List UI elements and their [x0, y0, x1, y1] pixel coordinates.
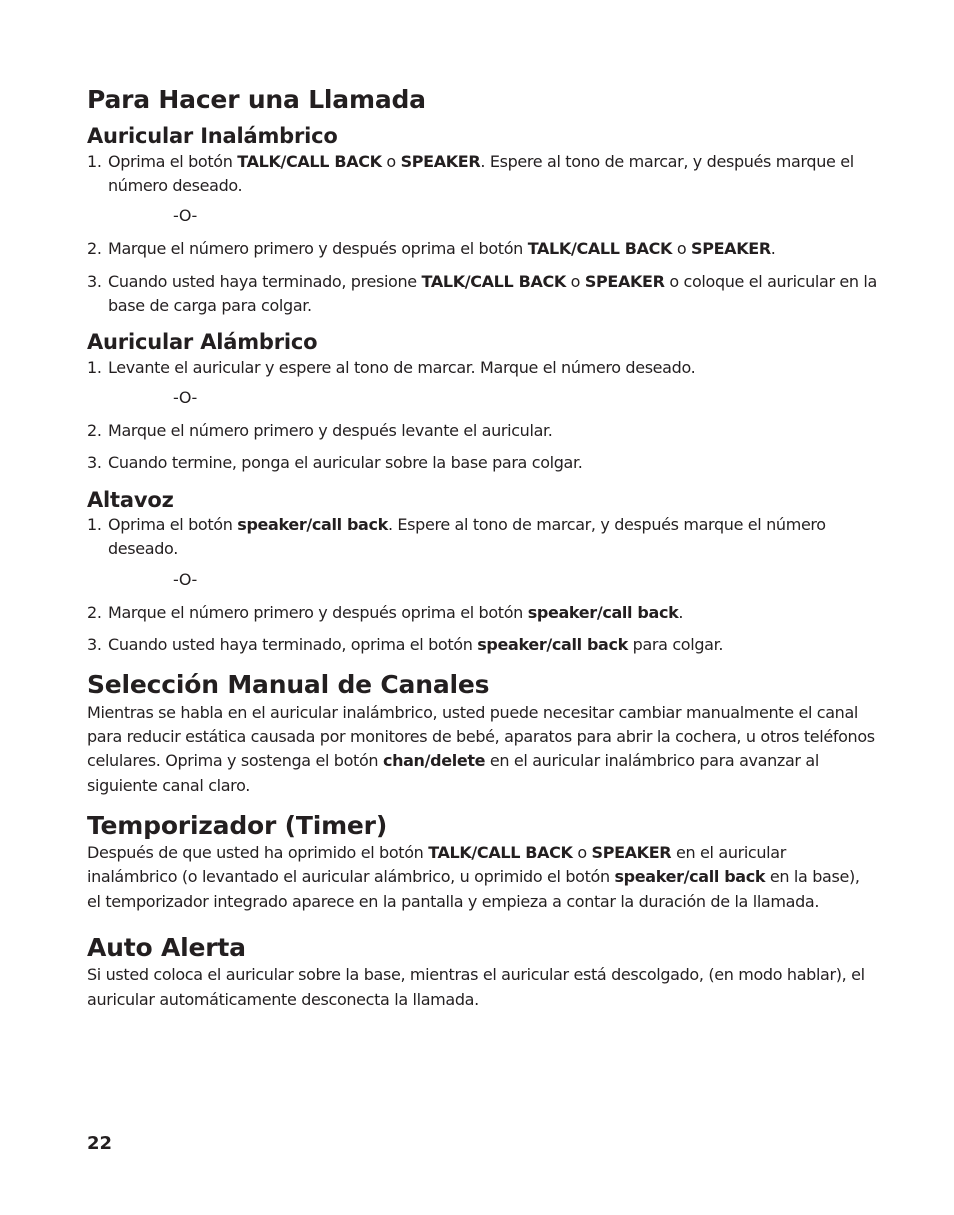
list-item: 2. Marque el número primero y después oprima el botón speaker/call back.	[87, 602, 684, 622]
or-separator: -O-	[173, 206, 197, 226]
or-separator: -O-	[173, 569, 197, 589]
paragraph-manual-channel: Mientras se habla en el auricular inalámbrico, usted puede necesitar cambiar manualmente el canal para reducir estática causada por monitores de bebé, aparatos para abrir la cochera, u otros teléfonos celulares. Oprima y sostenga el botón chan/delete en el auricular inalámbrico para avanzar al siguiente canal claro.	[87, 702, 875, 795]
paragraph-auto-alert: Si usted coloca el auricular sobre la base, mientras el auricular está descolgado, (en modo hablar), el auricular automáticamente desconecta la llamada.	[87, 965, 865, 1009]
section-title-timer: Temporizador (Timer)	[87, 810, 388, 840]
page-number: 22	[87, 1133, 113, 1154]
or-separator: -O-	[173, 387, 197, 407]
subsection-title-corded: Auricular Alámbrico	[87, 330, 318, 355]
list-item: 2. Marque el número primero y después oprima el botón TALK/CALL BACK o SPEAKER.	[87, 239, 776, 259]
paragraph-timer: Después de que usted ha oprimido el botón TALK/CALL BACK o SPEAKER en el auricular inalámbrico (o levantado el auricular alámbrico, u oprimido el botón speaker/call back en la base), el temporizador integrado aparece en la pantalla y empieza a contar la duración de la llamada.	[87, 843, 860, 911]
section-title-auto-alert: Auto Alerta	[87, 933, 246, 963]
page-content	[87, 84, 877, 1012]
speakerphone-steps	[87, 513, 877, 562]
list-item: 1. Oprima el botón TALK/CALL BACK o SPEAKER. Espere al tono de marcar, y después marque el número deseado.	[87, 151, 854, 195]
subsection-title-cordless: Auricular Inalámbrico	[87, 124, 338, 149]
list-item: 3. Cuando usted haya terminado, oprima el botón speaker/call back para colgar.	[87, 635, 724, 655]
corded-steps	[87, 356, 877, 380]
list-item: 2. Marque el número primero y después levante el auricular.	[87, 421, 553, 441]
cordless-steps	[87, 150, 877, 199]
section-title-making-call: Para Hacer una Llamada	[87, 85, 426, 114]
list-item: 3. Cuando termine, ponga el auricular sobre la base para colgar.	[87, 453, 583, 473]
subsection-title-speakerphone: Altavoz	[87, 487, 174, 512]
list-item: 1. Oprima el botón speaker/call back. Espere al tono de marcar, y después marque el número deseado.	[87, 514, 826, 559]
list-item: 1. Levante el auricular y espere al tono de marcar. Marque el número deseado.	[87, 357, 696, 377]
section-title-manual-channel: Selección Manual de Canales	[87, 670, 490, 700]
list-item: 3. Cuando usted haya terminado, presione TALK/CALL BACK o SPEAKER o coloque el auricular en la base de carga para colgar.	[87, 271, 877, 315]
